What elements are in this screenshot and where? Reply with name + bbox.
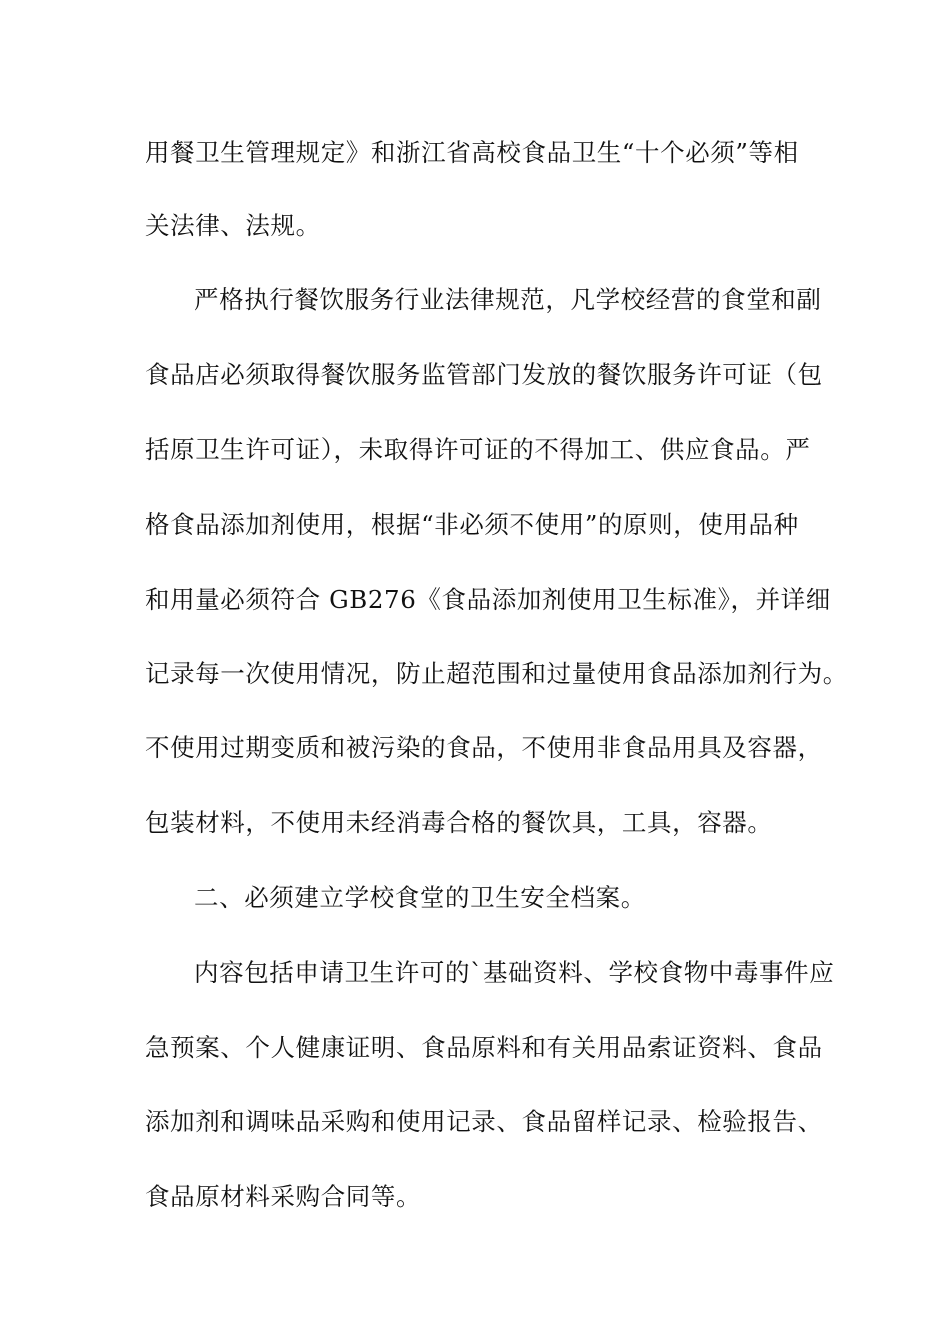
section-heading: 二、必须建立学校食堂的卫生安全档案。 bbox=[194, 883, 646, 912]
text-line: 食品店必须取得餐饮服务监管部门发放的餐饮服务许可证（包 bbox=[145, 360, 823, 389]
text-line: 用餐卫生管理规定》和浙江省高校食品卫生“十个必须”等相 bbox=[145, 138, 799, 167]
text-line: 括原卫生许可证），未取得许可证的不得加工、供应食品。严 bbox=[145, 435, 811, 464]
text-line: 食品原材料采购合同等。 bbox=[145, 1182, 422, 1211]
text-line: 添加剂和调味品采购和使用记录、食品留样记录、检验报告、 bbox=[145, 1107, 823, 1136]
text-line: 不使用过期变质和被污染的食品，不使用非食品用具及容器， bbox=[145, 733, 823, 762]
paragraph-start-line: 内容包括申请卫生许可的`基础资料、学校食物中毒事件应 bbox=[194, 958, 835, 987]
text-line: 和用量必须符合 GB276《食品添加剂使用卫生标准》，并详细 bbox=[145, 585, 831, 614]
paragraph-start-line: 严格执行餐饮服务行业法律规范，凡学校经营的食堂和副 bbox=[194, 285, 822, 314]
text-line: 急预案、个人健康证明、食品原料和有关用品索证资料、食品 bbox=[145, 1033, 823, 1062]
text-line: 包装材料，不使用未经消毒合格的餐饮具，工具，容器。 bbox=[145, 808, 773, 837]
text-line: 关法律、法规。 bbox=[145, 211, 321, 240]
text-line: 记录每一次使用情况，防止超范围和过量使用食品添加剂行为。 bbox=[145, 659, 848, 688]
text-line: 格食品添加剂使用，根据“非必须不使用”的原则，使用品种 bbox=[145, 510, 799, 539]
